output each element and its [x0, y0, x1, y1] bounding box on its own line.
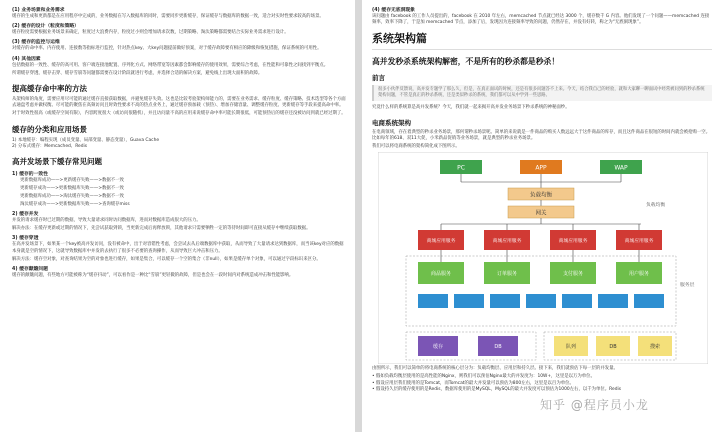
paragraph: 在高并发场景下，如果某一个key被高并发访问，没有被命中，出于对容错性考虑，会尝试去从后端数据库中获取，从而导致了大量请求达到数据库，而当该key对应的数据本身就是空的情况下，这就导致数据库中并发的去执行了很多不必要的查询操作，从而导致巨大冲击和压力。 — [12, 242, 344, 254]
subsection-heading: (3) 缓存的监控与运维 — [12, 40, 60, 46]
preface-quote: 很多小伙伴反馈说，高并发专题学了那么久，但是，在真正面试的时候，还是有很多问题答不上来。今天，结合我自己的经验，就和大家聊一聊面试中经常被问到的秒杀系统架构问题，不管是真正的秒杀系统，还是类似秒杀的系统，我们都可以从中学到一些思路。 — [372, 85, 712, 101]
ecom-heading: 电商系统架构 — [372, 118, 411, 127]
paragraph: 缓存的生成和更新都是在应用程序中完成的，业务数据在写入数据库的同时，需要同步更新缓存，保证缓存与数据库的数据一致，适合对实时性要求较高的场景。 — [12, 14, 324, 19]
storage-label: DB — [494, 344, 502, 351]
paragraph: 解决办法：在缓存更新或过期的情况下，先尝试获取到锁，当更新完成后再释放锁，其他请求只需要牺牲一定的等待时间即可直接从缓存中继续获取数据。 — [12, 226, 311, 232]
client-wap-label: WAP — [614, 164, 628, 172]
paragraph: 包括数据的一致性、缓存的高可用、客户端连接池配置、序列化方式、网络带宽等因素都会影响缓存的使用效果，需要综合考虑，在性能和可靠性之间找到平衡点。 — [12, 62, 329, 68]
subsection-heading: 3) 缓存穿透 — [12, 236, 39, 242]
paragraph: 从架构师的角度，需要应用尽可能的通过缓存直接获取数据，并避免缓存失效。这也是比较考验架构师能力的，需要在业务需求、缓存粒度、缓存策略、技术选型等各个方面去通盘考虑并做权衡。尽可能的聚焦在高频访问且时效性要求不高的热点业务上，通过缓存预加载（预热）、增加存储容量、调整缓存粒度、更新缓存等手段来提高命中率。 — [12, 97, 346, 109]
subsection-heading: 1) 缓存的一致性 — [12, 172, 48, 178]
storage-label: 搜索 — [649, 344, 661, 351]
code-line: 更新数据库成功——>更新缓存失败——>数据不一致 — [20, 178, 124, 184]
nginx-label: 负载均衡 — [529, 192, 553, 199]
service-label: 用户服务 — [628, 271, 650, 278]
list-item: • 假设应用层我们使用的是Tomcat，而Tomcat的最大并发量可以预估为800左右，这里是以百为单位。 — [372, 380, 574, 386]
storage-label: DB — [609, 344, 617, 351]
paragraph: 所谓缓存穿透、缓存击穿、缓存雪崩等问题都需要在设计阶段就进行考虑，并选择合适的解决方案，避免线上出现大面积的故障。 — [12, 70, 263, 76]
paragraph: 对缓存的命中率、内存使用、连接数等指标进行监控，针对热点key、大key问题提前做好预案，对于缓存故障要有相应的降级和恢复措施，保证系统的可用性。 — [12, 46, 322, 52]
subsection-heading: (4) 缓存无底洞现象 — [372, 8, 415, 13]
preface-heading: 前言 — [372, 74, 385, 83]
storage-label: 队列 — [565, 344, 577, 351]
storage-label: 缓存 — [432, 344, 444, 351]
section-heading: 提高缓存命中率的方法 — [12, 84, 87, 94]
paragraph: 对于时效性很高（或缓存空间有限），内容跨度很大（或访问很随机），并且访问量不高的应用来说缓存命中率可能长期很低，可能预热后的缓存还没被访问到就已经过期了。 — [12, 111, 346, 117]
subsection-heading: (2) 缓存的设计（粒度和策略） — [12, 24, 79, 30]
service-label: 支付服务 — [562, 271, 584, 278]
section-heading: 高并发场景下缓存常见问题 — [12, 157, 102, 167]
sub-service-row — [418, 294, 664, 308]
ecom-text-2: 我们可以将电商系统的架构简化成下图所示。 — [372, 144, 460, 150]
page-gutter — [355, 0, 362, 432]
section-heading: 缓存的分类和应用场景 — [12, 124, 87, 134]
page-title: 系统架构篇 — [372, 30, 712, 50]
architecture-diagram — [378, 152, 708, 364]
code-line: 更新数据库成功——>淘汰缓存失败——>数据不一致 — [20, 194, 124, 200]
code-line: 更新缓存成功——>更新数据库失败——>数据不一致 — [20, 186, 124, 192]
client-app-label: APP — [535, 164, 547, 172]
service-layer-label: 服务层 — [680, 283, 695, 289]
paragraph: 该问题由 facebook 的工作人员提出的，facebook 在 2010 年左右，memcached 节点就已经达 3000 个，缓存数千 G 内容。他们发现了一个问题——memcached 连接频率，效率下降了，于是加 memcached 节点，添加了后，发现因为连接频率导致的问题，仍然存在，并没有好转，称之为“无底洞现象”。 — [372, 14, 710, 26]
paragraph: 解决方法：缓存空对象，对查询结果为空的对象也进行缓存，如果是集合，可以缓存一个空的集合（非null），如果是缓存单个对象，可以通过字段标识来区分。 — [12, 256, 321, 262]
right-page — [362, 0, 720, 432]
left-page — [0, 0, 355, 432]
subsection-heading: 2) 缓存并发 — [12, 212, 39, 218]
code-line: 淘汰缓存成功——>更新数据库失败——>查询缓存miss — [20, 202, 130, 208]
subsection-heading: (1) 业务场景和业务需求 — [12, 8, 65, 13]
gateway-side-note: 负载均衡 — [646, 203, 666, 209]
ecom-text: 在电商领域，存在着典型的秒杀业务场景，那何谓秒杀场景呢。简单的来说就是一件商品的购买人数远远大于这件商品的库存，而且这件商品在很短的时间内就会被抢购一空。比如每年的618、双11大促，小米新品促销等业务场景，就是典型的秒杀业务场景。 — [372, 129, 711, 141]
subsection-heading: (4) 其他因素 — [12, 56, 41, 62]
watermark: 知乎 @程序员小龙 — [540, 398, 649, 412]
app-node-label: 商城应用服务 — [558, 239, 588, 245]
subsection-heading: 4) 缓存颠簸问题 — [12, 267, 48, 273]
list-item: • 假设持久层的缓存使用的是Redis，数据库使用的是MySQL，MySQL的最大并发度可以预估为1000左右，以千为单位。Redis — [372, 386, 622, 392]
gateway-label: 网关 — [535, 210, 547, 217]
service-label: 订单服务 — [496, 271, 518, 278]
paragraph: 缓存粒度需要根据业务场景来确定，粒度过大浪费内存，粒度过小则会增加请求次数，过期策略、淘汰策略都需要结合实际业务需求进行设计。 — [12, 30, 289, 36]
app-node-label: 商城应用服务 — [624, 239, 654, 245]
app-node-label: 商城应用服务 — [492, 239, 522, 245]
service-label: 商品服务 — [430, 271, 452, 278]
list-item: 2) 分布式缓存：Memcached、Redis — [12, 143, 88, 149]
list-item: • 假如负载均衡层使用的是高性能的Nginx，则我们可以预估Nginx最大的并发度为：10W+，这里是以万为单位。 — [372, 374, 595, 380]
paragraph: 并发的请求缓存时已过期的数据，导致大量请求同时访问数据库，进而对数据库造成很大的压力。 — [12, 218, 201, 224]
paragraph: 缓存的颠簸问题，有些地方可能被称为“缓存抖动”，可以看作是一种比“雪崩”更轻微的故障，但是也会在一段时间内对系统造成冲击和性能影响。 — [12, 273, 294, 279]
article-title: 高并发秒杀系统架构解密，不是所有的秒杀都是秒杀！ — [372, 57, 560, 67]
client-pc-label: PC — [457, 164, 465, 172]
app-node-label: 商城应用服务 — [426, 239, 456, 245]
list-item: 1) 本地缓存：编程实现（成员变量、局部变量、静态变量），Guava Cache — [12, 137, 160, 143]
paragraph: 由图所示，我们可以简单的将电商系统的核心层分为：负载均衡层、应用层和持久层。接下来，我们就预估下每一层的并发量。 — [372, 366, 618, 372]
preface-text: 究竟什么样的系统算是高并发系统？今天，我们就一起来揭开高并发业务场景下秒杀系统的神秘面纱。 — [372, 105, 570, 111]
